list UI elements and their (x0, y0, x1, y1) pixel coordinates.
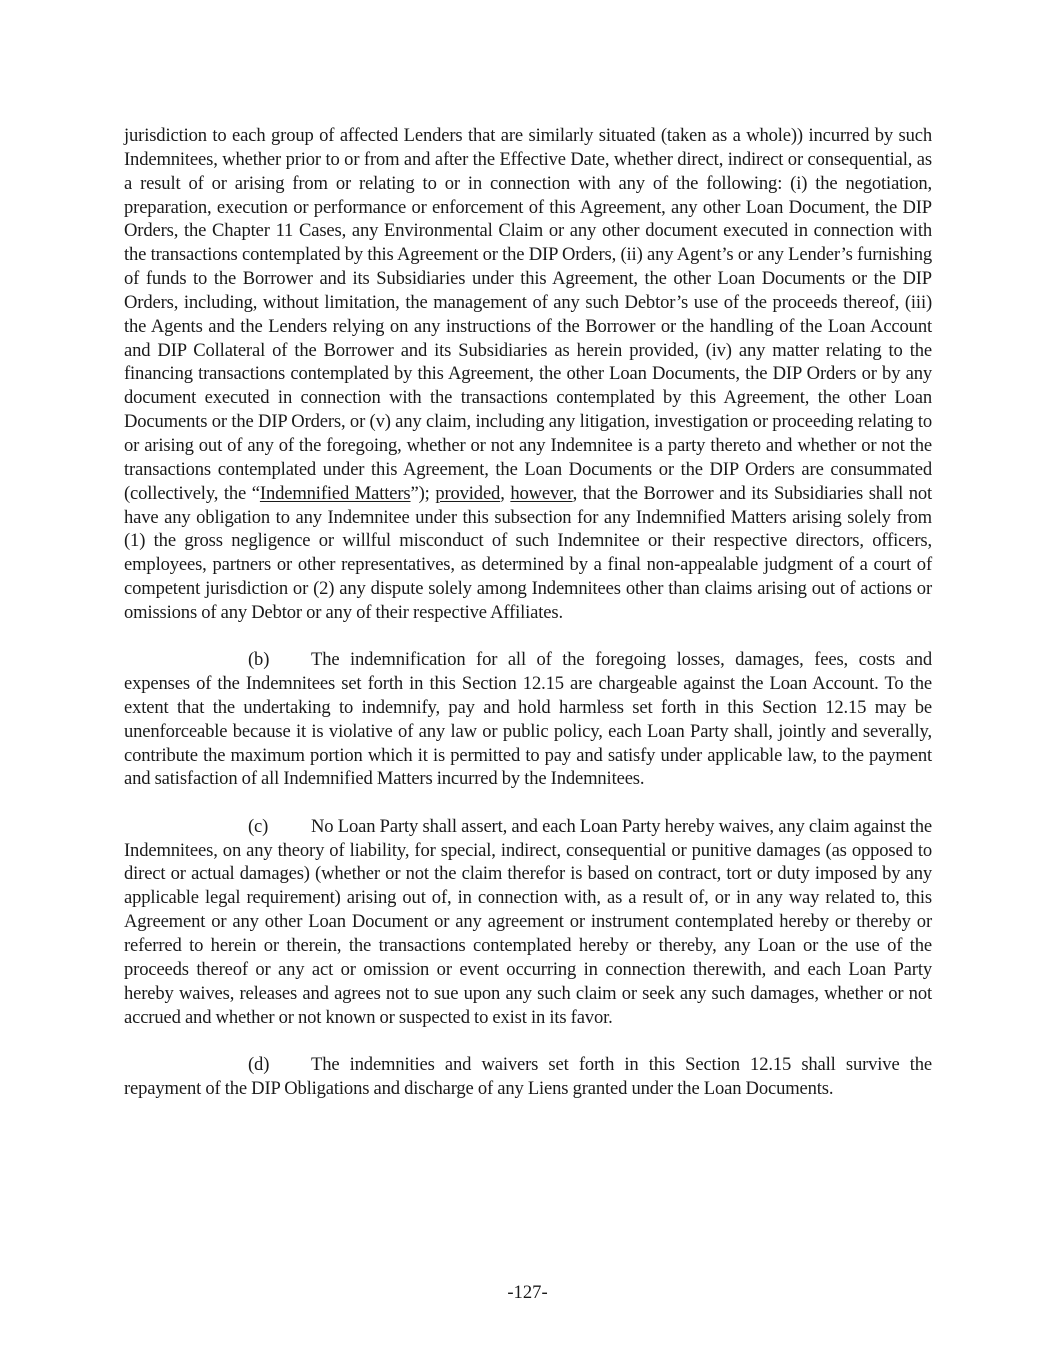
comma-separator: , (500, 482, 511, 504)
paragraph-b (124, 648, 932, 791)
paragraph-b-text: The indemnification for all of the foregoing losses, damages, fees, costs and expenses of the Indemnitees set forth in this Section 12.15 are chargeable against the Loan Account. To the extent that the undertaking to indemnify, pay and hold harmless set forth in this Section 12.15 may be unenforceable because it is violative of any law or public policy, each Loan Party shall, jointly and severally, contribute the maximum portion which it is permitted to pay and satisfy under applicable law, to the payment and satisfaction of all Indemnified Matters incurred by the Indemnitees. (124, 649, 932, 790)
page-number: -127- (507, 1282, 548, 1303)
paragraph-d-text: The indemnities and waivers set forth in this Section 12.15 shall survive the repayment of the DIP Obligations and discharge of any Liens granted under the Loan Documents. (124, 1053, 932, 1099)
paragraph-c (124, 815, 932, 1030)
paragraph-c-text: No Loan Party shall assert, and each Loan Party hereby waives, any claim against the Indemnitees, on any theory of liability, for special, indirect, consequential or punitive damages (as opposed to direct or actual damages) (whether or not the claim therefor is based on contract, tort or duty imposed by any applicable legal requirement) arising out of, in connection with, as a result of, or in any way related to, this Agreement or any other Loan Document or any agreement or instrument contemplated hereby or thereby or referred to herein or therein, the transactions contemplated hereby or thereby, any Loan or the use of the proceeds thereof or any act or omission or event occurring in connection therewith, and each Loan Party hereby waives, releases and agrees not to sue upon any such claim or seek any such damages, whether or not accrued and whether or not known or suspected to exist in its favor. (124, 815, 932, 1028)
paragraph-d-label: (d) (248, 1053, 270, 1075)
paragraph-a-text: jurisdiction to each group of affected Lenders that are similarly situated (taken as a whole)) incurred by such Indemnitees, whether prior to or from and after the Effective Date, whether direct, indirect or consequential, as a result of or arising from or relating to or in connection with any of the following: (i) the negotiation, preparation, execution or performance or enforcement of this Agreement, any other Loan Document, the DIP Orders, the Chapter 11 Cases, any Environmental Claim or any other document executed in connection with the transactions contemplated by this Agreement or the DIP Orders, (ii) any Agent’s or any Lender’s furnishing of funds to the Borrower and its Subsidiaries under this Agreement, the other Loan Documents or the DIP Orders, including, without limitation, the management of any such Debtor’s use of the proceeds thereof, (iii) the Agents and the Lenders relying on any instructions of the Borrower or the handling of the Loan Account and DIP Collateral of the Borrower and its Subsidiaries as herein provided, (iv) any matter relating to the financing transactions contemplated by this Agreement, the other Loan Documents, the DIP Orders or by any document executed in connection with the transactions contemplated by this Agreement, the other Loan Documents or the DIP Orders, or (v) any claim, including any litigation, investigation or proceeding relating to or arising out of any of the foregoing, whether or not any Indemnitee is a party thereto and whether or not the transactions contemplated under this Agreement, the Loan Documents or the DIP Orders are consummated (collectively, the “ (124, 125, 932, 504)
paragraph-a-remainder: , that the Borrower and its Subsidiaries shall not have any obligation to any Indemnitee under this subsection for any Indemnified Matters arising solely from (1) the gross negligence or willful misconduct of such Indemnitee or their respective directors, officers, employees, partners or other representatives, as determined by a final non-appealable judgment of a court of competent jurisdiction or (2) any dispute solely among Indemnitees other than claims arising out of actions or omissions of any Debtor or any of their respective Affiliates. (124, 482, 933, 623)
defined-term-indemnified-matters: Indemnified Matters (259, 482, 411, 504)
paragraph-d (124, 1053, 932, 1101)
paragraph-a-continuation (124, 124, 932, 625)
provided-term: provided (435, 482, 501, 504)
paragraph-c-label: (c) (248, 815, 269, 837)
document-page (124, 124, 932, 1101)
paragraph-b-label: (b) (248, 649, 270, 671)
however-term: however (510, 482, 573, 504)
closing-quote: ”); (410, 482, 436, 504)
